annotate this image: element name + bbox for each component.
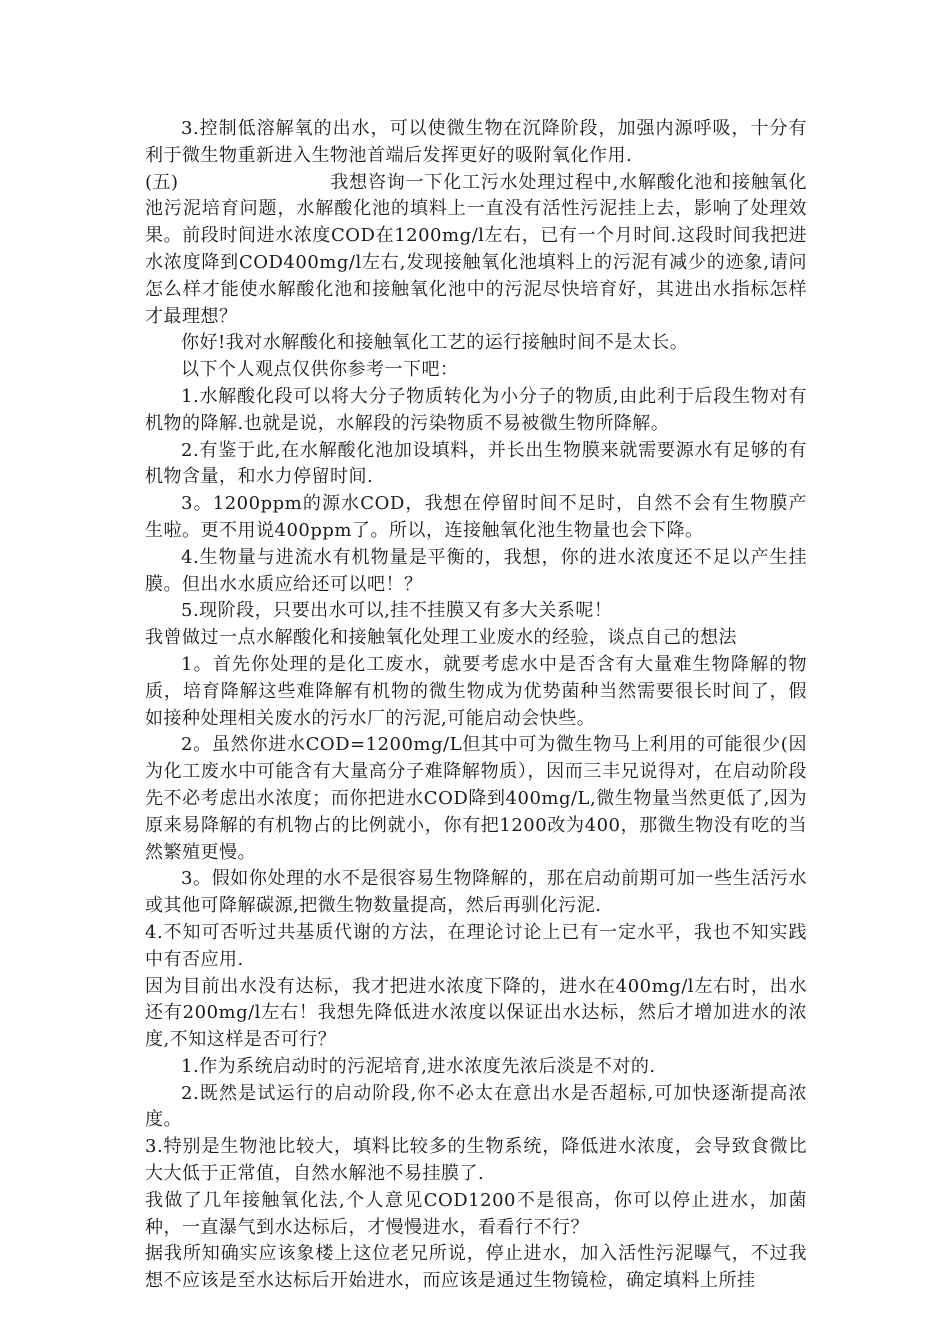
paragraph: 以下个人观点仅供你参考一下吧：	[181, 359, 459, 381]
paragraph: 4.不知可否听过共基质代谢的方法，在理论讨论上已有一定水平，我也不知实践中有否应用.	[145, 921, 807, 970]
paragraph: 你好!我对水解酸化和接触氧化工艺的运行接触时间不是太长。	[181, 332, 689, 354]
paragraph: 我做了几年接触氧化法,个人意见COD1200不是很高，你可以停止进水，加菌种，一直瀑气到水达标后，才慢慢进水，看看行不行？	[145, 1189, 807, 1238]
paragraph: 我曾做过一点水解酸化和接触氧化处理工业废水的经验，谈点自己的想法	[145, 627, 737, 649]
question-text: 我想咨询一下化工污水处理过程中,水解酸化池和接触氧化池污泥培育问题，水解酸化池的填料上一直没有活性污泥挂上去，影响了处理效果。前段时间进水浓度COD在1200mg/l左右，已有一个月时间.这段时间我把进水浓度降到COD400mg/l左右,发现接触氧化池填料上的污泥有减少的迹象,请问怎么样才能使水解酸化池和接触氧化池中的污泥尽快培育好，其进出水指标怎样才最理想？	[145, 171, 807, 327]
paragraph: 因为目前出水没有达标，我才把进水浓度下降的，进水在400mg/l左右时，出水还有200mg/l左右！我想先降低进水浓度以保证出水达标，然后才增加进水的浓度,不知这样是否可行？	[145, 975, 807, 1051]
paragraph: 据我所知确实应该象楼上这位老兄所说，停止进水，加入活性污泥曝气，不过我想不应该是至水达标后开始进水，而应该是通过生物镜检，确定填料上所挂	[145, 1243, 807, 1292]
paragraph: 3.控制低溶解氧的出水，可以使微生物在沉降阶段，加强内源呼吸，十分有利于微生物重新进入生物池首端后发挥更好的吸附氧化作用.	[145, 118, 807, 166]
paragraph: 5.现阶段，只要出水可以,挂不挂膜又有多大关系呢！	[181, 600, 613, 622]
paragraph: 2.既然是试运行的启动阶段,你不必太在意出水是否超标,可加快逐渐提高浓度。	[145, 1082, 807, 1131]
paragraph: 3。假如你处理的水不是很容易生物降解的，那在启动前期可加一些生活污水或其他可降解碳源,把微生物数量提高，然后再驯化污泥.	[145, 868, 807, 917]
document-body	[145, 116, 807, 1295]
question-label: (五)	[145, 171, 179, 193]
paragraph-question-5	[145, 170, 807, 331]
paragraph: 3。1200ppm的源水COD，我想在停留时间不足时，自然不会有生物膜产生啦。更不用说400ppm了。所以，连接触氧化池生物量也会下降。	[145, 493, 807, 541]
paragraph: 1.水解酸化段可以将大分子物质转化为小分子的物质,由此利于后段生物对有机物的降解.也就是说，水解段的污染物质不易被微生物所降解。	[145, 385, 807, 434]
paragraph: 2.有鉴于此,在水解酸化池加设填料，并长出生物膜来就需要源水有足够的有机物含量，和水力停留时间.	[145, 439, 807, 488]
paragraph: 3.特别是生物池比较大，填料比较多的生物系统，降低进水浓度，会导致食微比大大低于正常值，自然水解池不易挂膜了.	[145, 1136, 807, 1185]
paragraph: 1.作为系统启动时的污泥培育,进水浓度先浓后淡是不对的.	[181, 1055, 656, 1077]
paragraph: 2。虽然你进水COD=1200mg/L但其中可为微生物马上利用的可能很少(因为化工废水中可能含有大量高分子难降解物质），因而三丰兄说得对，在启动阶段先不必考虑出水浓度；而你把进水COD降到400mg/L,微生物量当然更低了,因为原来易降解的有机物占的比例就小，你有把1200改为400，那微生物没有吃的当然繁殖更慢。	[145, 734, 807, 863]
paragraph: 4.生物量与进流水有机物量是平衡的，我想，你的进水浓度还不足以产生挂膜。但出水水质应给还可以吧！？	[145, 546, 807, 595]
paragraph: 1。首先你处理的是化工废水，就要考虑水中是否含有大量难生物降解的物质，培育降解这些难降解有机物的微生物成为优势菌种当然需要很长时间了，假如接种处理相关废水的污水厂的污泥,可能启动会快些。	[145, 653, 807, 729]
